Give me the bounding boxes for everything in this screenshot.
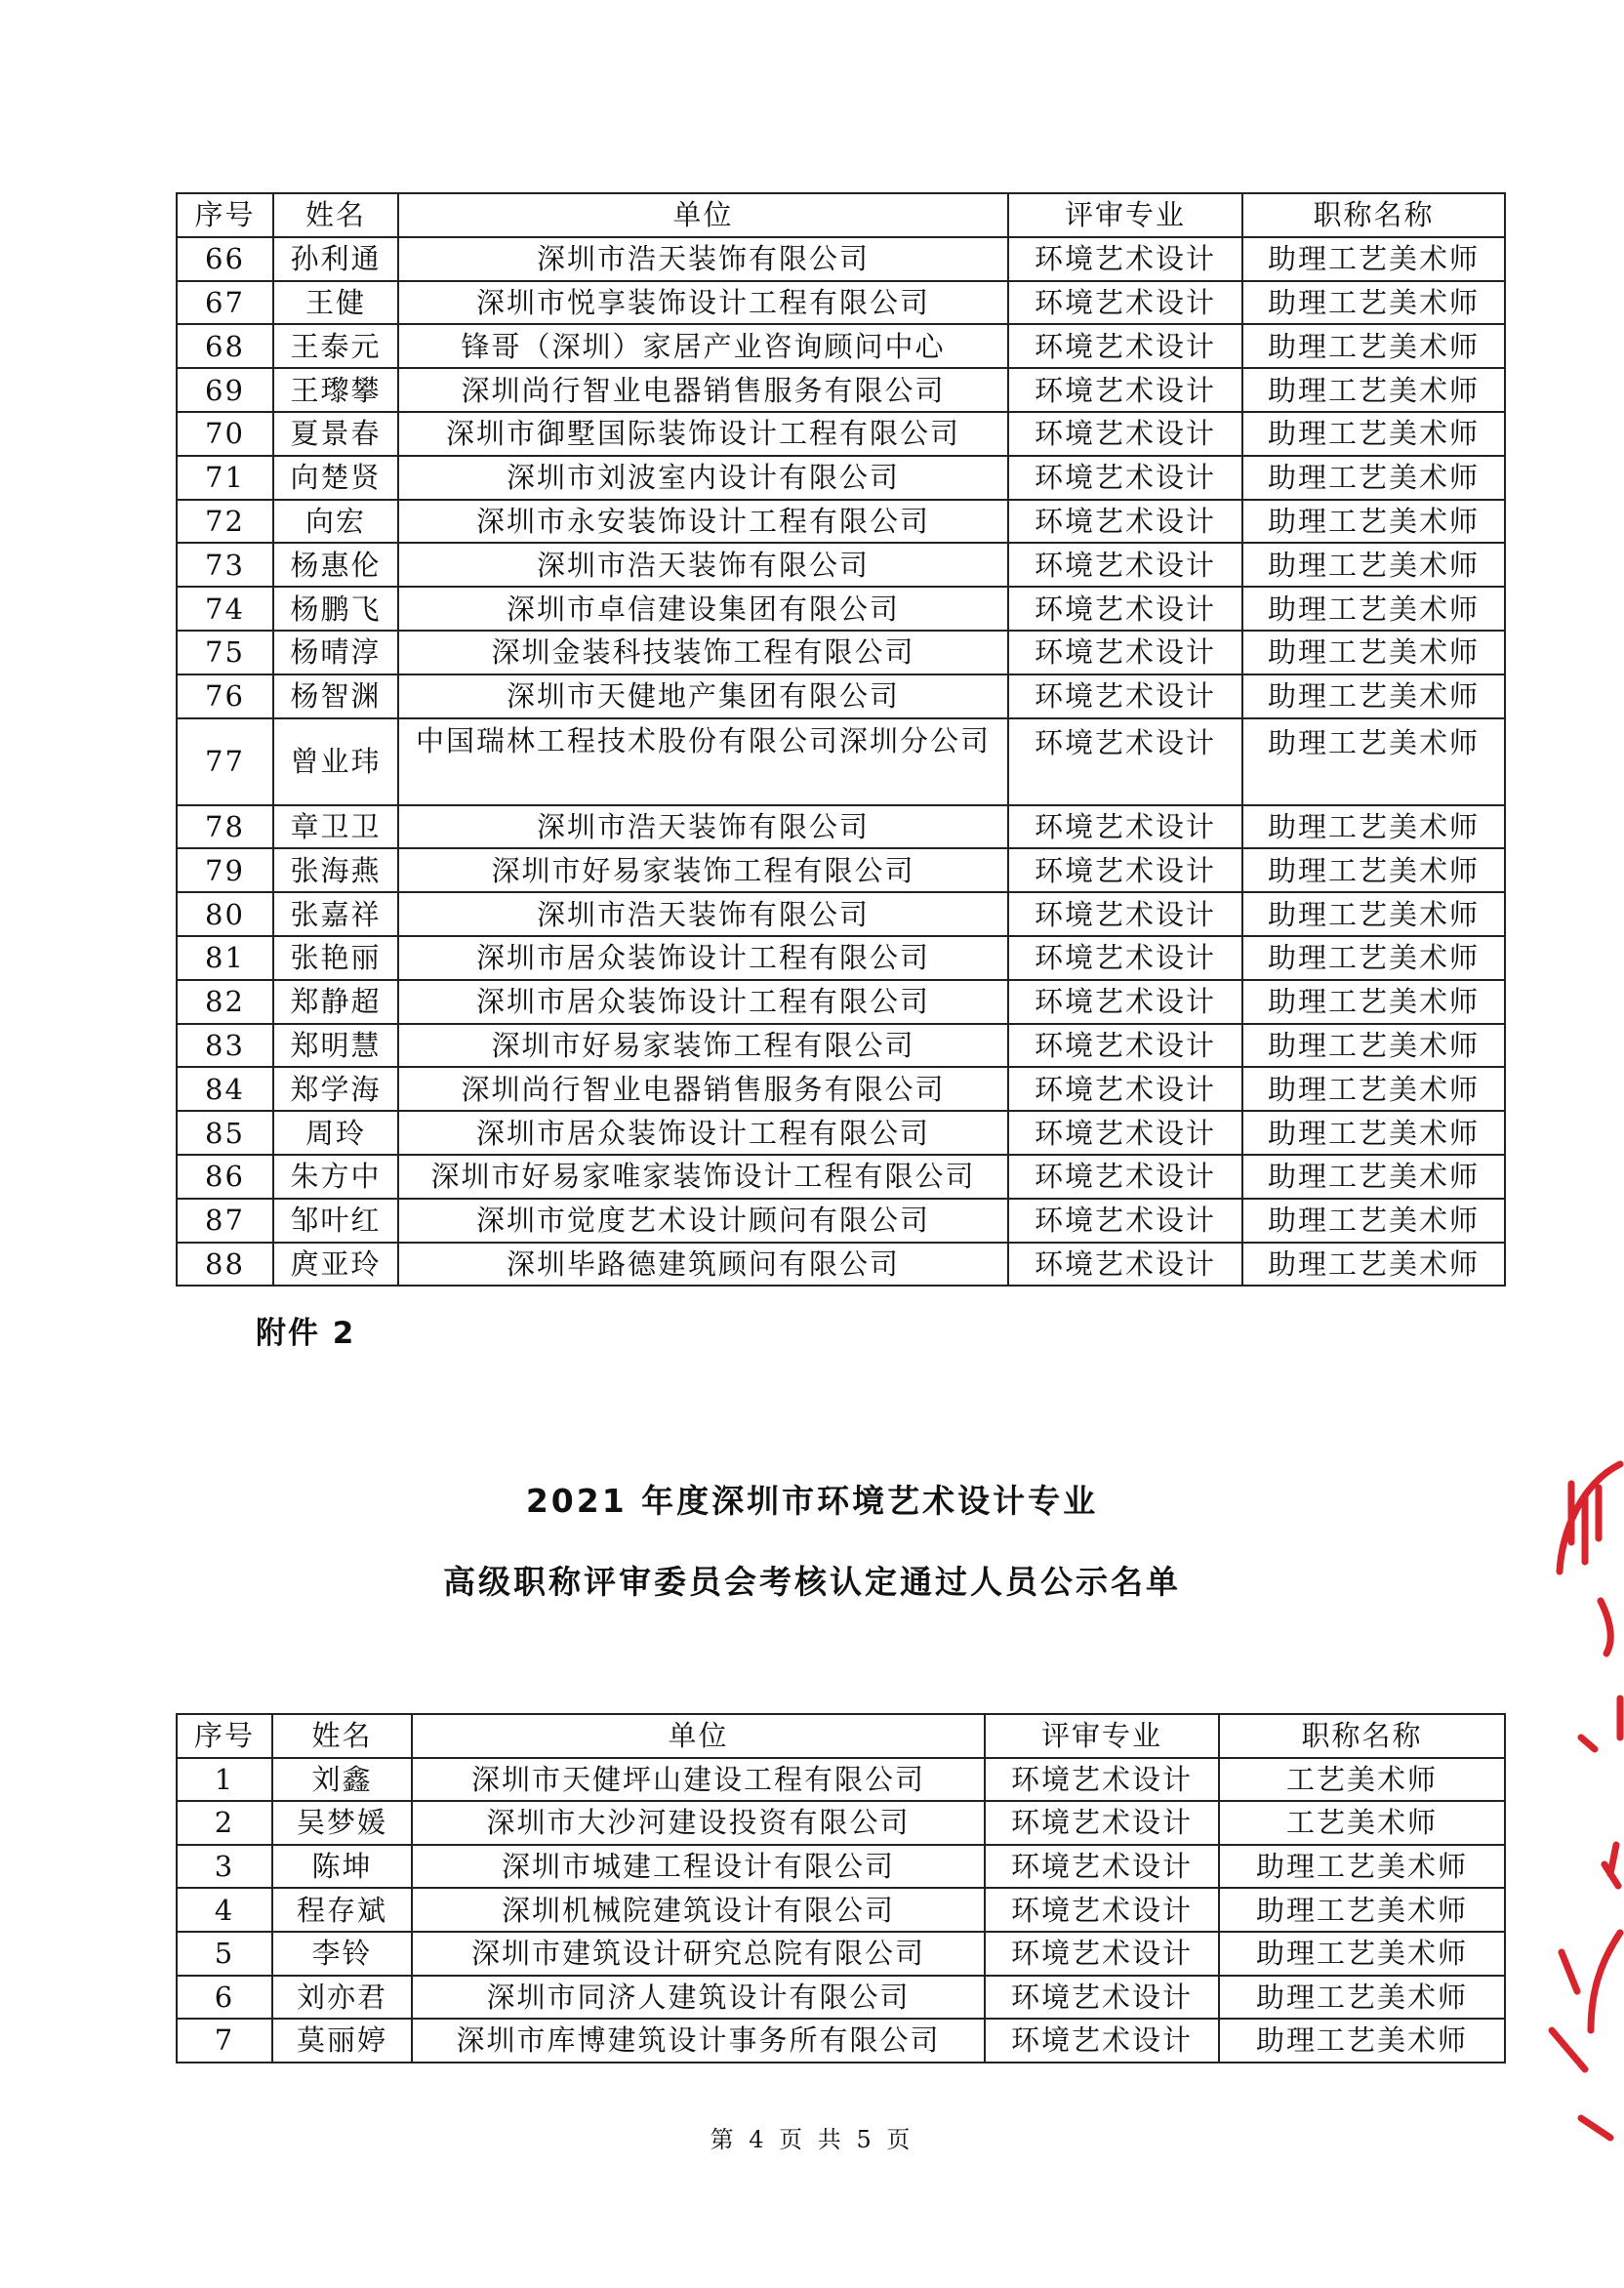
cell-name: 王瓈攀: [273, 368, 398, 412]
cell-index: 83: [177, 1024, 273, 1068]
table-row: [177, 500, 1505, 544]
cell-index: 75: [177, 631, 273, 674]
cell-unit: 深圳市城建工程设计有限公司: [412, 1845, 985, 1889]
cell-unit: 深圳市天健地产集团有限公司: [398, 674, 1008, 718]
cell-unit: 深圳市浩天装饰有限公司: [398, 237, 1008, 281]
cell-specialty: 环境艺术设计: [1008, 936, 1242, 980]
header-cell-title: 职称名称: [1242, 193, 1505, 237]
header-cell-specialty: 评审专业: [985, 1714, 1219, 1758]
table-row: [177, 2019, 1505, 2063]
cell-specialty: 环境艺术设计: [985, 1932, 1219, 1976]
table-row: [177, 1932, 1505, 1976]
cell-title: 助理工艺美术师: [1219, 1932, 1505, 1976]
cell-unit: 锋哥（深圳）家居产业咨询顾问中心: [398, 324, 1008, 368]
cell-title: 助理工艺美术师: [1242, 1155, 1505, 1199]
cell-name: 吴梦媛: [272, 1801, 412, 1845]
table-row: [177, 1155, 1505, 1199]
cell-unit: 深圳机械院建筑设计有限公司: [412, 1888, 985, 1932]
cell-specialty: 环境艺术设计: [985, 1801, 1219, 1845]
table-row: [177, 281, 1505, 325]
cell-specialty: 环境艺术设计: [1008, 500, 1242, 544]
table-row: [177, 631, 1505, 674]
table-row: [177, 980, 1505, 1024]
cell-title: 助理工艺美术师: [1242, 456, 1505, 500]
header-cell-name: 姓名: [272, 1714, 412, 1758]
cell-title: 助理工艺美术师: [1242, 631, 1505, 674]
cell-name: 程存斌: [272, 1888, 412, 1932]
header-cell-specialty: 评审专业: [1008, 193, 1242, 237]
table-row: [177, 1801, 1505, 1845]
attachment-label: 附件 2: [256, 1316, 356, 1351]
cell-title: 助理工艺美术师: [1242, 1199, 1505, 1243]
cell-index: 86: [177, 1155, 273, 1199]
cell-title: 助理工艺美术师: [1242, 848, 1505, 892]
cell-unit: 深圳市永安装饰设计工程有限公司: [398, 500, 1008, 544]
table-row: [177, 848, 1505, 892]
cell-unit: 深圳市刘波室内设计有限公司: [398, 456, 1008, 500]
cell-unit: 深圳尚行智业电器销售服务有限公司: [398, 1067, 1008, 1111]
cell-unit: 深圳市悦享装饰设计工程有限公司: [398, 281, 1008, 325]
table-row: [177, 456, 1505, 500]
cell-name: 郑静超: [273, 980, 398, 1024]
cell-unit: 中国瑞林工程技术股份有限公司深圳分公司: [398, 718, 1008, 805]
cell-name: 陈坤: [272, 1845, 412, 1889]
cell-index: 80: [177, 892, 273, 936]
cell-unit: 深圳市同济人建筑设计有限公司: [412, 1976, 985, 2020]
cell-title: 工艺美术师: [1219, 1758, 1505, 1802]
cell-name: 向楚贤: [273, 456, 398, 500]
cell-name: 庹亚玲: [273, 1243, 398, 1287]
cell-index: 69: [177, 368, 273, 412]
table-row: [177, 543, 1505, 587]
cell-title: 助理工艺美术师: [1219, 1976, 1505, 2020]
table-row: [177, 718, 1505, 805]
cell-specialty: 环境艺术设计: [1008, 1111, 1242, 1155]
cell-name: 张艳丽: [273, 936, 398, 980]
cell-title: 助理工艺美术师: [1242, 324, 1505, 368]
cell-name: 朱方中: [273, 1155, 398, 1199]
personnel-table-continued: [176, 192, 1506, 1287]
cell-index: 3: [177, 1845, 272, 1889]
cell-name: 郑学海: [273, 1067, 398, 1111]
cell-specialty: 环境艺术设计: [1008, 718, 1242, 805]
table-row: [177, 936, 1505, 980]
cell-name: 莫丽婷: [272, 2019, 412, 2063]
cell-index: 79: [177, 848, 273, 892]
table-row: [177, 1111, 1505, 1155]
cell-title: 助理工艺美术师: [1242, 805, 1505, 849]
cell-name: 章卫卫: [273, 805, 398, 849]
cell-title: 工艺美术师: [1219, 1801, 1505, 1845]
cell-index: 71: [177, 456, 273, 500]
cell-unit: 深圳市御墅国际装饰设计工程有限公司: [398, 412, 1008, 456]
cell-title: 助理工艺美术师: [1242, 892, 1505, 936]
cell-specialty: 环境艺术设计: [985, 1758, 1219, 1802]
cell-title: 助理工艺美术师: [1242, 1111, 1505, 1155]
cell-unit: 深圳市天健坪山建设工程有限公司: [412, 1758, 985, 1802]
cell-title: 助理工艺美术师: [1242, 412, 1505, 456]
cell-specialty: 环境艺术设计: [1008, 892, 1242, 936]
header-cell-unit: 单位: [398, 193, 1008, 237]
cell-unit: 深圳市居众装饰设计工程有限公司: [398, 980, 1008, 1024]
cell-name: 张嘉祥: [273, 892, 398, 936]
cell-unit: 深圳市大沙河建设投资有限公司: [412, 1801, 985, 1845]
cell-index: 72: [177, 500, 273, 544]
cell-specialty: 环境艺术设计: [1008, 805, 1242, 849]
header-cell-title: 职称名称: [1219, 1714, 1505, 1758]
personnel-table-attachment-2: [176, 1713, 1506, 2063]
cell-specialty: 环境艺术设计: [985, 1888, 1219, 1932]
cell-specialty: 环境艺术设计: [1008, 237, 1242, 281]
cell-title: 助理工艺美术师: [1242, 281, 1505, 325]
table-row: [177, 412, 1505, 456]
cell-index: 73: [177, 543, 273, 587]
cell-title: 助理工艺美术师: [1242, 1067, 1505, 1111]
cell-name: 夏景春: [273, 412, 398, 456]
cell-specialty: 环境艺术设计: [985, 1976, 1219, 2020]
cell-title: 助理工艺美术师: [1242, 237, 1505, 281]
cell-specialty: 环境艺术设计: [1008, 1199, 1242, 1243]
cell-specialty: 环境艺术设计: [1008, 980, 1242, 1024]
header-cell-name: 姓名: [273, 193, 398, 237]
cell-title: 助理工艺美术师: [1219, 1845, 1505, 1889]
cell-index: 2: [177, 1801, 272, 1845]
cell-specialty: 环境艺术设计: [1008, 368, 1242, 412]
cell-name: 张海燕: [273, 848, 398, 892]
cell-title: 助理工艺美术师: [1242, 718, 1505, 805]
page-footer: 第 4 页 共 5 页: [710, 2126, 914, 2153]
cell-name: 向宏: [273, 500, 398, 544]
cell-specialty: 环境艺术设计: [1008, 324, 1242, 368]
cell-index: 87: [177, 1199, 273, 1243]
cell-unit: 深圳市好易家唯家装饰设计工程有限公司: [398, 1155, 1008, 1199]
table-row: [177, 892, 1505, 936]
cell-name: 邹叶红: [273, 1199, 398, 1243]
cell-title: 助理工艺美术师: [1242, 587, 1505, 631]
cell-unit: 深圳市浩天装饰有限公司: [398, 543, 1008, 587]
cell-title: 助理工艺美术师: [1242, 1024, 1505, 1068]
cell-name: 杨惠伦: [273, 543, 398, 587]
cell-unit: 深圳毕路德建筑顾问有限公司: [398, 1243, 1008, 1287]
cell-index: 77: [177, 718, 273, 805]
table-row: [177, 1067, 1505, 1111]
cell-name: 王健: [273, 281, 398, 325]
cell-name: 王泰元: [273, 324, 398, 368]
cell-name: 刘亦君: [272, 1976, 412, 2020]
red-seal-stamp: [1542, 1445, 1624, 2147]
cell-title: 助理工艺美术师: [1219, 2019, 1505, 2063]
table-row: [177, 805, 1505, 849]
cell-index: 6: [177, 1976, 272, 2020]
cell-unit: 深圳尚行智业电器销售服务有限公司: [398, 368, 1008, 412]
header-cell-unit: 单位: [412, 1714, 985, 1758]
cell-index: 78: [177, 805, 273, 849]
table-row: [177, 368, 1505, 412]
cell-index: 68: [177, 324, 273, 368]
cell-index: 81: [177, 936, 273, 980]
table-row: [177, 1976, 1505, 2020]
cell-specialty: 环境艺术设计: [1008, 543, 1242, 587]
cell-unit: 深圳市库博建筑设计事务所有限公司: [412, 2019, 985, 2063]
table-row: [177, 237, 1505, 281]
header-row: [177, 1714, 1505, 1758]
cell-specialty: 环境艺术设计: [1008, 281, 1242, 325]
cell-index: 5: [177, 1932, 272, 1976]
cell-specialty: 环境艺术设计: [1008, 1243, 1242, 1287]
cell-index: 88: [177, 1243, 273, 1287]
cell-unit: 深圳市好易家装饰工程有限公司: [398, 1024, 1008, 1068]
cell-name: 杨晴淳: [273, 631, 398, 674]
cell-specialty: 环境艺术设计: [1008, 456, 1242, 500]
table-row: [177, 1845, 1505, 1889]
cell-specialty: 环境艺术设计: [1008, 587, 1242, 631]
cell-title: 助理工艺美术师: [1242, 980, 1505, 1024]
cell-specialty: 环境艺术设计: [1008, 631, 1242, 674]
cell-title: 助理工艺美术师: [1242, 500, 1505, 544]
cell-specialty: 环境艺术设计: [1008, 1155, 1242, 1199]
cell-unit: 深圳市居众装饰设计工程有限公司: [398, 936, 1008, 980]
table-row: [177, 1199, 1505, 1243]
cell-title: 助理工艺美术师: [1242, 368, 1505, 412]
cell-unit: 深圳市卓信建设集团有限公司: [398, 587, 1008, 631]
cell-name: 杨鹏飞: [273, 587, 398, 631]
cell-index: 76: [177, 674, 273, 718]
cell-unit: 深圳市浩天装饰有限公司: [398, 892, 1008, 936]
cell-title: 助理工艺美术师: [1242, 674, 1505, 718]
cell-unit: 深圳市建筑设计研究总院有限公司: [412, 1932, 985, 1976]
cell-name: 孙利通: [273, 237, 398, 281]
cell-specialty: 环境艺术设计: [985, 1845, 1219, 1889]
header-row: [177, 193, 1505, 237]
cell-index: 67: [177, 281, 273, 325]
cell-name: 周玲: [273, 1111, 398, 1155]
page-title-line-2: 高级职称评审委员会考核认定通过人员公示名单: [443, 1563, 1181, 1601]
cell-index: 82: [177, 980, 273, 1024]
cell-specialty: 环境艺术设计: [1008, 1024, 1242, 1068]
cell-name: 曾业玮: [273, 718, 398, 805]
cell-index: 84: [177, 1067, 273, 1111]
cell-index: 4: [177, 1888, 272, 1932]
cell-specialty: 环境艺术设计: [985, 2019, 1219, 2063]
cell-name: 杨智渊: [273, 674, 398, 718]
table-row: [177, 1758, 1505, 1802]
cell-unit: 深圳市觉度艺术设计顾问有限公司: [398, 1199, 1008, 1243]
cell-index: 70: [177, 412, 273, 456]
header-cell-index: 序号: [177, 1714, 272, 1758]
cell-specialty: 环境艺术设计: [1008, 412, 1242, 456]
cell-unit: 深圳市浩天装饰有限公司: [398, 805, 1008, 849]
page-title-line-1: 2021 年度深圳市环境艺术设计专业: [525, 1482, 1099, 1520]
cell-index: 66: [177, 237, 273, 281]
cell-name: 刘鑫: [272, 1758, 412, 1802]
cell-name: 李铃: [272, 1932, 412, 1976]
cell-unit: 深圳市好易家装饰工程有限公司: [398, 848, 1008, 892]
table-row: [177, 1888, 1505, 1932]
cell-title: 助理工艺美术师: [1242, 1243, 1505, 1287]
cell-specialty: 环境艺术设计: [1008, 848, 1242, 892]
cell-specialty: 环境艺术设计: [1008, 674, 1242, 718]
cell-title: 助理工艺美术师: [1219, 1888, 1505, 1932]
cell-index: 85: [177, 1111, 273, 1155]
table-row: [177, 674, 1505, 718]
cell-unit: 深圳金装科技装饰工程有限公司: [398, 631, 1008, 674]
cell-title: 助理工艺美术师: [1242, 936, 1505, 980]
cell-title: 助理工艺美术师: [1242, 543, 1505, 587]
cell-specialty: 环境艺术设计: [1008, 1067, 1242, 1111]
table-row: [177, 1024, 1505, 1068]
cell-name: 郑明慧: [273, 1024, 398, 1068]
cell-index: 1: [177, 1758, 272, 1802]
table-row: [177, 1243, 1505, 1287]
table-row: [177, 324, 1505, 368]
table-row: [177, 587, 1505, 631]
header-cell-index: 序号: [177, 193, 273, 237]
cell-index: 7: [177, 2019, 272, 2063]
cell-unit: 深圳市居众装饰设计工程有限公司: [398, 1111, 1008, 1155]
cell-index: 74: [177, 587, 273, 631]
